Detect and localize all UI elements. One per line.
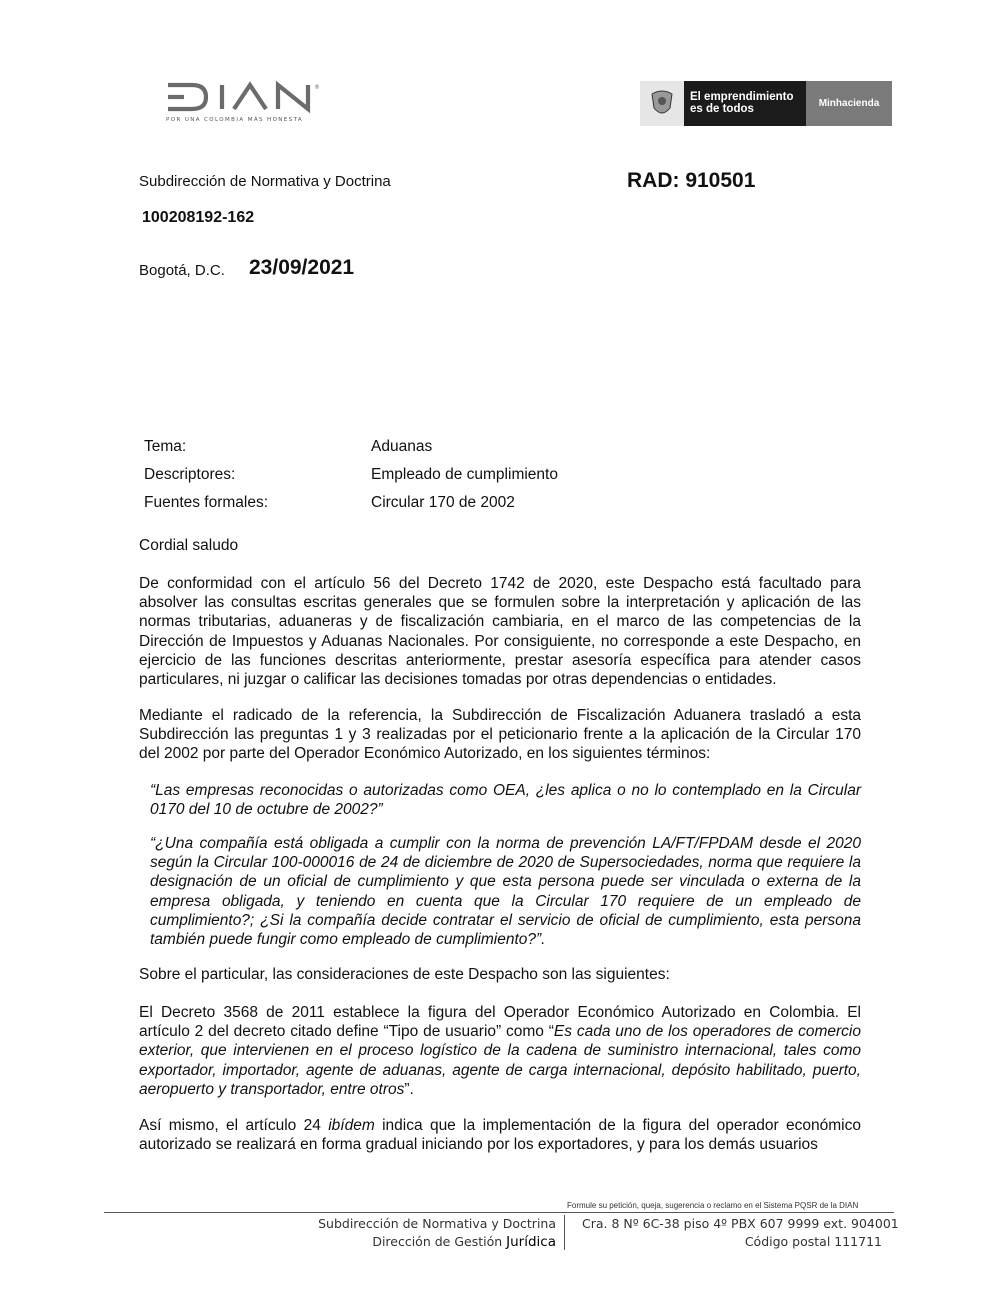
footer-vertical-divider (564, 1215, 565, 1250)
dian-logo (166, 80, 326, 130)
tema-value: Aduanas (371, 438, 433, 455)
quote-1: “Las empresas reconocidas o autorizadas como OEA, ¿les aplica o no lo contemplado en la Circular 0170 del 10 de octubre de 2002?” (150, 782, 861, 819)
descriptores-label: Descriptores: (144, 466, 236, 483)
ministry-name: Minhacienda (806, 81, 892, 126)
footer-address: Cra. 8 Nº 6C-38 piso 4º PBX 607 9999 ext. 904001 (582, 1216, 899, 1231)
dian-tagline: POR UNA COLOMBIA MÁS HONESTA (166, 117, 304, 123)
reference-number: 100208192-162 (142, 209, 255, 226)
pqsr-notice: Formule su petición, queja, sugerencia o reclamo en el Sistema PQSR de la DIAN (567, 1201, 859, 1210)
tema-label: Tema: (144, 438, 187, 455)
rad-number: RAD: 910501 (627, 169, 756, 192)
city: Bogotá, D.C. (139, 262, 225, 279)
coat-of-arms-icon (640, 81, 684, 126)
svg-text:®: ® (314, 84, 320, 91)
gov-slogan: El emprendimiento es de todos (684, 81, 806, 126)
footer-divider (104, 1212, 894, 1213)
footer-direction: Dirección de Gestión Jurídica (372, 1234, 556, 1250)
date: 23/09/2021 (249, 256, 355, 279)
quote-2: “¿Una compañía está obligada a cumplir con la norma de prevención LA/FT/FPDAM desde el 2020 según la Circular 100-000016 de 24 de diciembre de 2020 de Supersociedades, norma que requiere la designación de un oficial de cumplimiento y que esta persona puede ser vinculada o externa de la empresa obligada, y teniendo en cuenta que la Circular 170 requiere de un empleado de cumplimiento?; ¿Si la compañía decide contratar el servicio de oficial de cumplimiento, esta persona también puede fungir como empleado de cumplimiento?”. (150, 835, 861, 949)
paragraph-1: De conformidad con el artículo 56 del Decreto 1742 de 2020, este Despacho está facultado para absolver las consultas escritas generales que se formulen sobre la interpretación y aplicación de las normas tributarias, aduaneras y de fiscalización cambiaria, en el marco de las competencias de la Dirección de Impuestos y Aduanas Nacionales. Por consiguiente, no corresponde a este Despacho, en ejercicio de las funciones descritas anteriormente, prestar asesoría específica para atender casos particulares, ni juzgar o calificar las decisiones tomadas por otras dependencias o entidades. (139, 575, 861, 689)
government-logo (640, 81, 892, 126)
paragraph-3: Sobre el particular, las consideraciones de este Despacho son las siguientes: (139, 966, 670, 983)
descriptores-value: Empleado de cumplimiento (371, 466, 558, 483)
dian-wordmark-icon (166, 80, 326, 114)
fuentes-label: Fuentes formales: (144, 494, 269, 511)
office-name: Subdirección de Normativa y Doctrina (139, 173, 391, 190)
paragraph-2: Mediante el radicado de la referencia, la Subdirección de Fiscalización Aduanera trasladó a esta Subdirección las preguntas 1 y 3 realizadas por el peticionario frente a la aplicación de la Circular 170 del 2002 por parte del Operador Económico Autorizado, en los siguientes términos: (139, 707, 861, 763)
fuentes-value: Circular 170 de 2002 (371, 494, 515, 511)
greeting: Cordial saludo (139, 537, 239, 554)
paragraph-4: El Decreto 3568 de 2011 establece la figura del Operador Económico Autorizado en Colombia. El artículo 2 del decreto citado define “Tipo de usuario” como “Es cada uno de los operadores de comercio exterior, que intervienen en el proceso logístico de la cadena de suministro internacional, tales como exportador, importador, agente de aduanas, agente de carga internacional, depósito habilitado, puerto, aeropuerto y transportador, entre otros”. (139, 1004, 861, 1098)
footer-office: Subdirección de Normativa y Doctrina (318, 1216, 556, 1231)
paragraph-5: Así mismo, el artículo 24 ibídem indica que la implementación de la figura del operador económico autorizado se realizará en forma gradual iniciando por los exportadores, y para los demás usuarios (139, 1117, 861, 1154)
footer-postal-code: Código postal 111711 (744, 1234, 882, 1249)
